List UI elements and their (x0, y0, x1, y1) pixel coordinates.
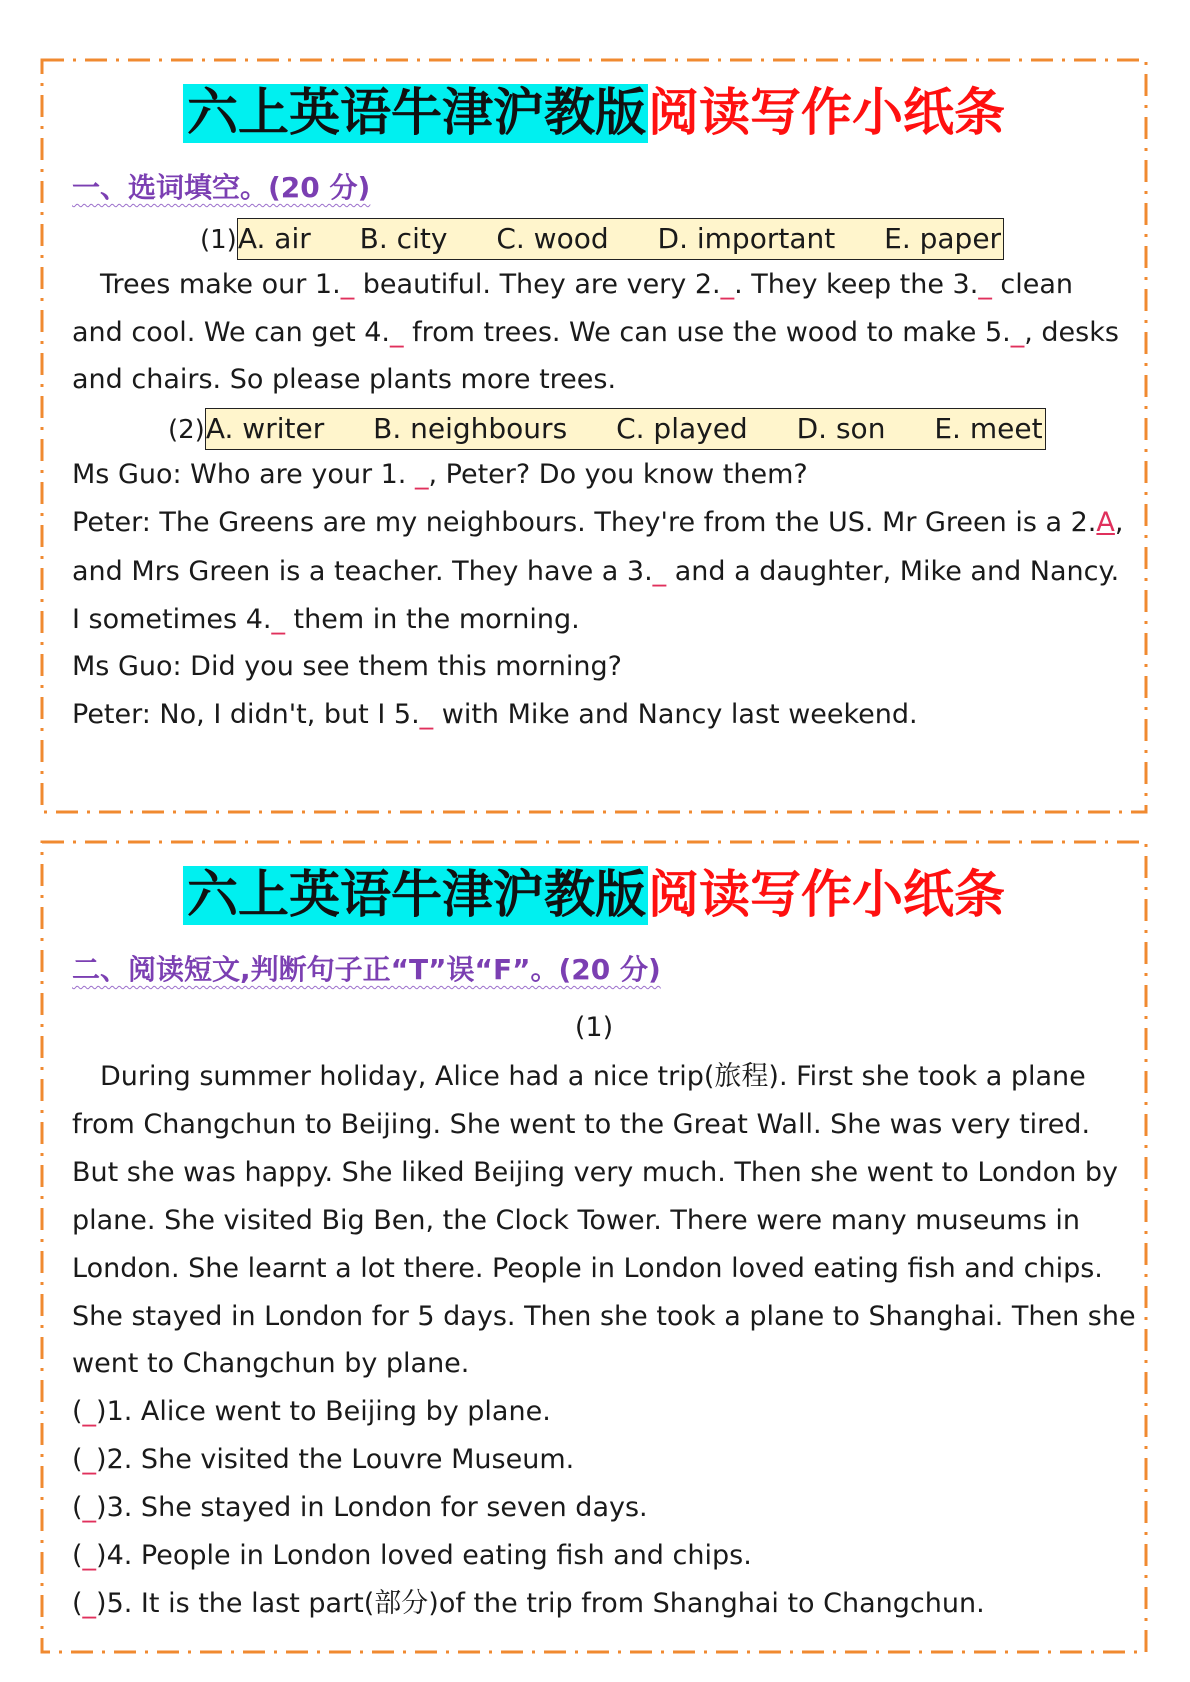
question-item: (_)5. It is the last part(部分)of the trip from Shanghai to Changchun. (72, 1588, 985, 1619)
title-red: 阅读写作小纸条 (648, 84, 1006, 143)
option: D. son (796, 412, 886, 445)
option: A. writer (205, 412, 325, 445)
dialogue-line: Ms Guo: Who are your 1. _, Peter? Do you know them? (72, 459, 808, 490)
answer-blank[interactable]: _ (271, 604, 285, 635)
part-number: (1) (200, 225, 237, 255)
answer-blank[interactable]: _ (978, 269, 992, 300)
title-highlight: 六上英语牛津沪教版 (183, 866, 648, 925)
option: C. wood (496, 222, 609, 255)
option: A. air (237, 222, 311, 255)
question-item: (_)3. She stayed in London for seven days. (72, 1492, 648, 1523)
section-heading: 一、选词填空。(20 分) (72, 171, 371, 204)
option: B. neighbours (373, 412, 568, 445)
option: C. played (616, 412, 748, 445)
question-item: (_)4. People in London loved eating fish and chips. (72, 1540, 752, 1571)
word-bank-1 (200, 218, 1004, 260)
filled-answer[interactable]: A (1096, 507, 1115, 538)
answer-blank[interactable]: _ (1010, 317, 1025, 348)
option: B. city (359, 222, 448, 255)
dialogue-line: I sometimes 4._ them in the morning. (72, 604, 580, 635)
options-box (205, 408, 1046, 450)
answer-blank[interactable]: _ (82, 1540, 97, 1571)
title-red: 阅读写作小纸条 (648, 866, 1006, 925)
section-heading: 二、阅读短文,判断句子正“T”误“F”。(20 分) (72, 953, 661, 986)
passage-line: But she was happy. She liked Beijing very much. Then she went to London by (72, 1157, 1119, 1188)
worksheet-card-1 (40, 58, 1148, 814)
dialogue-line: Peter: The Greens are my neighbours. They're from the US. Mr Green is a 2.A, (72, 507, 1124, 538)
answer-blank[interactable]: _ (82, 1492, 97, 1523)
question-item: (_)2. She visited the Louvre Museum. (72, 1444, 575, 1475)
option: D. important (657, 222, 836, 255)
passage-line: During summer holiday, Alice had a nice trip(旅程). First she took a plane (100, 1061, 1086, 1092)
answer-blank[interactable]: _ (340, 269, 355, 300)
answer-blank[interactable]: _ (419, 699, 434, 730)
answer-blank[interactable]: _ (414, 459, 429, 490)
text-line: and chairs. So please plants more trees. (72, 364, 617, 395)
answer-blank[interactable]: _ (82, 1444, 97, 1475)
passage-line: plane. She visited Big Ben, the Clock Tower. There were many museums in (72, 1205, 1080, 1236)
part-number: (1) (574, 1012, 614, 1043)
options-box (237, 218, 1004, 260)
passage-line: She stayed in London for 5 days. Then she took a plane to Shanghai. Then she (72, 1301, 1136, 1332)
part-number: (2) (168, 415, 205, 445)
dialogue-line: Ms Guo: Did you see them this morning? (72, 651, 622, 682)
passage-line: went to Changchun by plane. (72, 1348, 470, 1379)
worksheet-card-2 (40, 840, 1148, 1654)
question-item: (_)1. Alice went to Beijing by plane. (72, 1396, 551, 1427)
passage-line: London. She learnt a lot there. People in London loved eating fish and chips. (72, 1253, 1103, 1284)
dialogue-line: Peter: No, I didn't, but I 5._ with Mike and Nancy last weekend. (72, 699, 918, 730)
text-line: and cool. We can get 4._ from trees. We can use the wood to make 5._, desks (72, 317, 1119, 348)
answer-blank[interactable]: _ (82, 1396, 97, 1427)
text-line: Trees make our 1._ beautiful. They are very 2._. They keep the 3._ clean (100, 269, 1074, 300)
answer-blank[interactable]: _ (720, 269, 735, 300)
answer-blank[interactable]: _ (82, 1588, 97, 1619)
dialogue-line: and Mrs Green is a teacher. They have a 3._ and a daughter, Mike and Nancy. (72, 556, 1120, 587)
word-bank-2 (168, 408, 1046, 450)
option: E. meet (934, 412, 1043, 445)
answer-blank[interactable]: _ (390, 317, 404, 348)
title-highlight: 六上英语牛津沪教版 (183, 84, 648, 143)
page-title (40, 852, 1148, 940)
passage-line: from Changchun to Beijing. She went to the Great Wall. She was very tired. (72, 1109, 1091, 1140)
answer-blank[interactable]: _ (652, 556, 667, 587)
page-title (40, 70, 1148, 158)
option: E. paper (884, 222, 1002, 255)
